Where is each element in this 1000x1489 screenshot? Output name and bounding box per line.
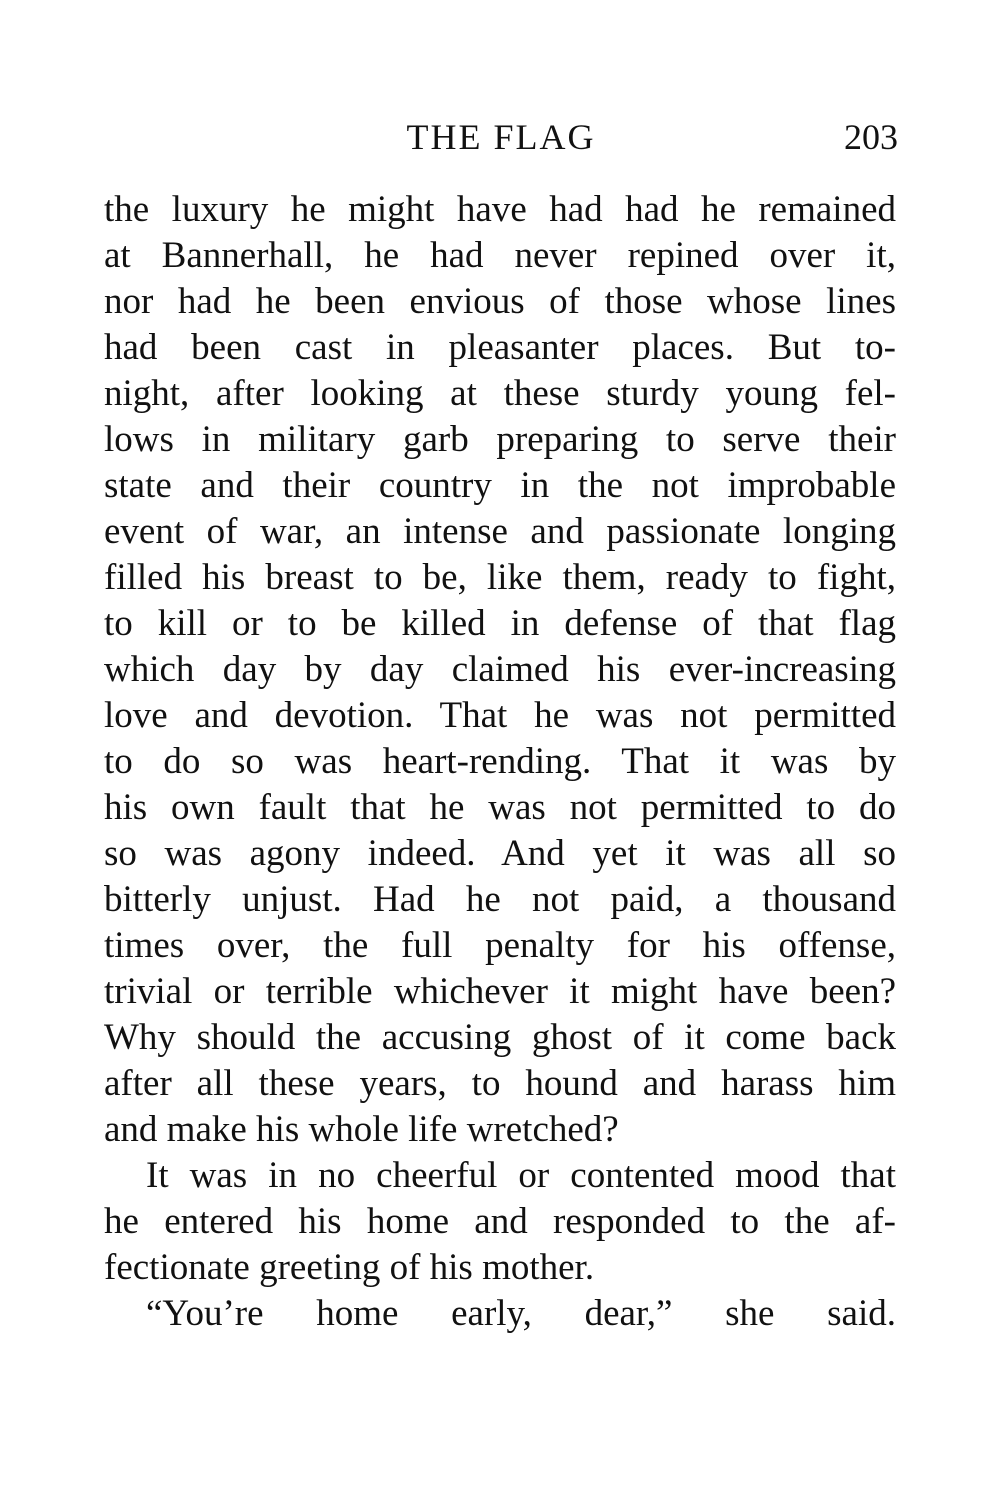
text-line: to do so was heart-rending. That it was by	[104, 741, 896, 782]
text-line: times over, the full penalty for his offense,	[104, 925, 896, 966]
text-line: he entered his home and responded to the af-	[104, 1201, 896, 1242]
text-line: his own fault that he was not permitted to do	[104, 787, 896, 828]
text-line: lows in military garb preparing to serve their	[104, 419, 896, 460]
running-head	[104, 112, 898, 162]
text-line: to kill or to be killed in defense of that flag	[104, 603, 896, 644]
text-line: event of war, an intense and passionate longing	[104, 511, 896, 552]
paragraph-end-line: fectionate greeting of his mother.	[104, 1247, 595, 1288]
text-line: bitterly unjust. Had he not paid, a thousand	[104, 879, 896, 920]
text-line: trivial or terrible whichever it might have been?	[104, 971, 896, 1012]
running-title: THE FLAG	[406, 117, 596, 157]
text-line: love and devotion. That he was not permitted	[104, 695, 896, 736]
text-line: at Bannerhall, he had never repined over it,	[104, 235, 896, 276]
text-line: so was agony indeed. And yet it was all so	[104, 833, 896, 874]
text-line: night, after looking at these sturdy young fel-	[104, 373, 896, 414]
text-line: filled his breast to be, like them, ready to fight,	[104, 557, 896, 598]
text-line: which day by day claimed his ever-increasing	[104, 649, 896, 690]
text-line: had been cast in pleasanter places. But to-	[104, 327, 896, 368]
text-line: state and their country in the not improbable	[104, 465, 896, 506]
paragraph-end-line: and make his whole life wretched?	[104, 1109, 619, 1150]
text-line: after all these years, to hound and harass him	[104, 1063, 896, 1104]
text-line: Why should the accusing ghost of it come back	[104, 1017, 896, 1058]
text-line: nor had he been envious of those whose lines	[104, 281, 896, 322]
text-line: the luxury he might have had had he remained	[104, 189, 896, 230]
page-number: 203	[844, 117, 898, 157]
body-text	[104, 187, 896, 1337]
paragraph-start-line: “You’re home early, dear,” she said.	[146, 1293, 896, 1334]
paragraph-start-line: It was in no cheerful or contented mood that	[146, 1155, 896, 1196]
